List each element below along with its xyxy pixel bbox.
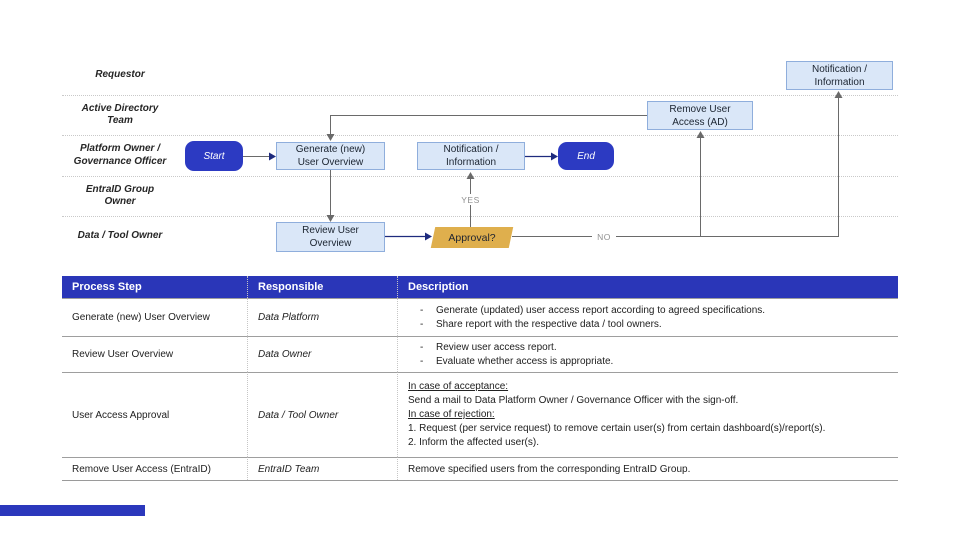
- edge-remove-ad-loop: [331, 116, 648, 137]
- bullet-dash: -: [420, 318, 424, 330]
- notification-information-top-node: Notification / Information: [786, 61, 893, 90]
- arrowhead-right: [269, 153, 276, 161]
- review-user-overview-node: Review User Overview: [276, 222, 385, 252]
- acceptance-text: Send a mail to Data Platform Owner / Governance Officer with the sign-off.: [408, 395, 739, 406]
- arrowhead-down: [327, 215, 335, 222]
- start-node: Start: [185, 141, 243, 171]
- table-header-process-step: Process Step: [62, 276, 247, 298]
- table-cell-step: User Access Approval: [62, 372, 247, 457]
- lane-label-platform-owner: Platform Owner / Governance Officer: [73, 143, 167, 167]
- bullet-text: Review user access report.: [436, 341, 557, 353]
- lane-label-data-tool-owner: Data / Tool Owner: [77, 230, 163, 242]
- table-cell-description: Remove specified users from the corresponding EntraID Group.: [397, 457, 898, 480]
- lane-label-active-directory-team: Active Directory Team: [81, 102, 159, 126]
- arrowhead-up: [697, 131, 705, 138]
- bullet-dash: -: [420, 304, 424, 316]
- approval-label: Approval?: [448, 231, 496, 244]
- edge-label-no: NO: [592, 231, 616, 242]
- notification-information-node: Notification / Information: [417, 142, 525, 170]
- footer-accent-bar: [0, 505, 145, 516]
- table-cell-step: Remove User Access (EntraID): [62, 457, 247, 480]
- arrowhead-down: [327, 134, 335, 141]
- acceptance-heading: In case of acceptance:: [408, 381, 509, 392]
- arrowhead-up: [835, 91, 843, 98]
- table-cell-responsible: Data Owner: [247, 336, 397, 372]
- table-cell-description: [397, 372, 898, 457]
- arrowhead-right: [425, 233, 432, 241]
- bullet-text: Share report with the respective data / tool owners.: [436, 318, 662, 330]
- edge-label-yes: YES: [457, 194, 484, 205]
- table-cell-step: Generate (new) User Overview: [62, 298, 247, 336]
- table-cell-responsible: EntraID Team: [247, 457, 397, 480]
- approval-decision-node: [433, 227, 511, 248]
- process-table: [62, 276, 898, 481]
- bullet-dash: -: [420, 341, 424, 353]
- bullet-dash: -: [420, 355, 424, 367]
- bullet-text: Evaluate whether access is appropriate.: [436, 355, 614, 367]
- rejection-item: 1. Request (per service request) to remove certain user(s) from certain dashboard(s)/report(s).: [408, 423, 826, 434]
- table-cell-responsible: Data / Tool Owner: [247, 372, 397, 457]
- rejection-heading: In case of rejection:: [408, 409, 495, 420]
- arrowhead-right: [551, 153, 558, 161]
- table-cell-description: [397, 298, 898, 336]
- lane-label-requestor: Requestor: [95, 68, 145, 80]
- table-header-responsible: Responsible: [247, 276, 397, 298]
- rejection-item: 2. Inform the affected user(s).: [408, 437, 539, 448]
- arrowhead-up: [467, 172, 475, 179]
- lane-label-entraid-group-owner: EntraID Group Owner: [85, 183, 155, 207]
- generate-user-overview-node: Generate (new) User Overview: [276, 142, 385, 170]
- table-cell-responsible: Data Platform: [247, 298, 397, 336]
- end-node: End: [558, 142, 614, 170]
- table-cell-description: [397, 336, 898, 372]
- table-header-description: Description: [397, 276, 898, 298]
- bullet-text: Generate (updated) user access report according to agreed specifications.: [436, 304, 766, 316]
- remove-user-access-ad-node: Remove User Access (AD): [647, 101, 753, 130]
- table-cell-step: Review User Overview: [62, 336, 247, 372]
